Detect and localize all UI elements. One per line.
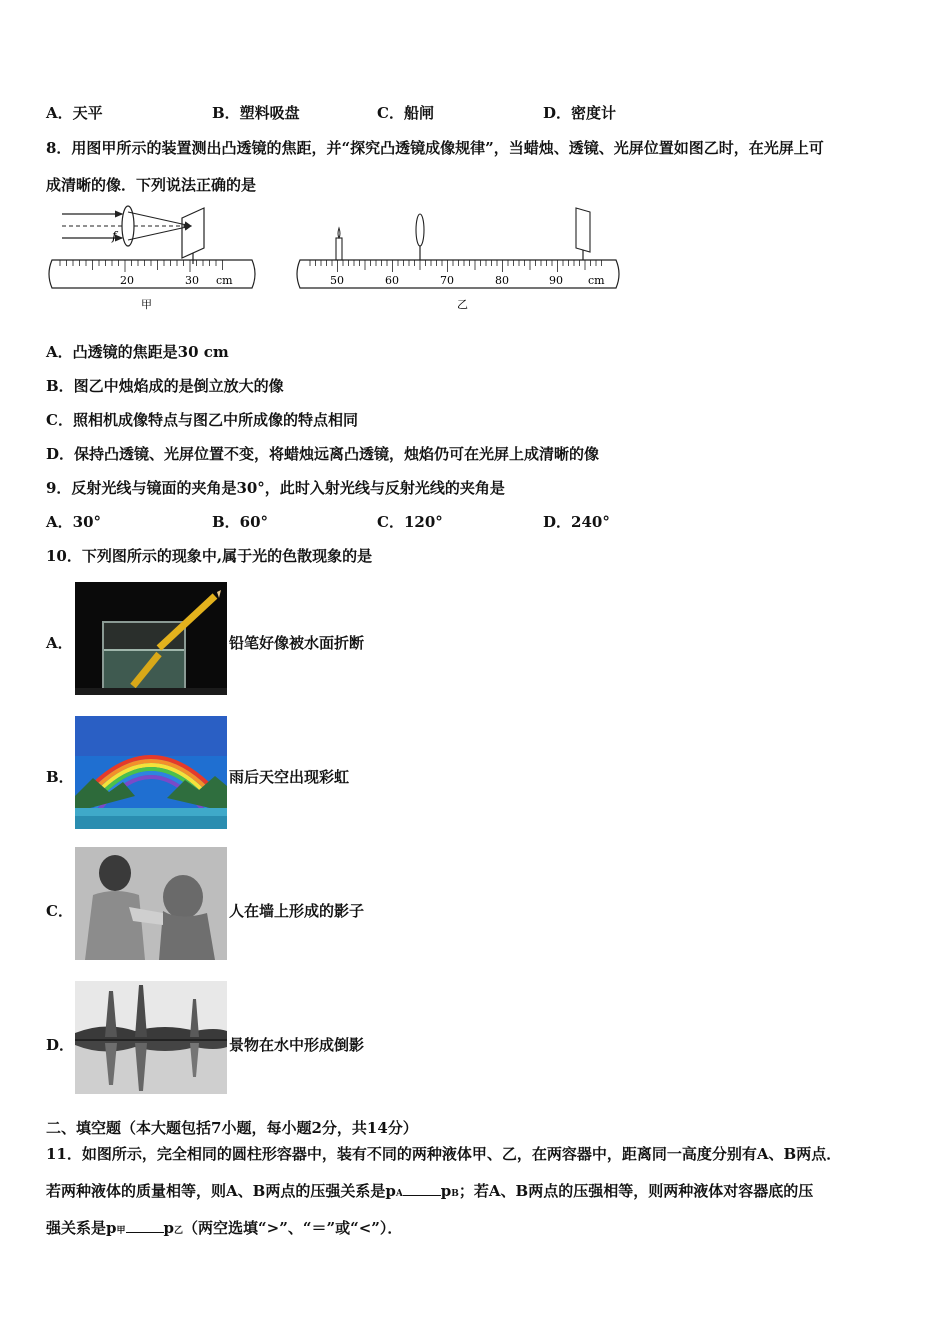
candle-shape	[336, 228, 342, 260]
shadow-on-wall-image	[75, 847, 227, 960]
q10-option-a-text: 铅笔好像被水面折断	[229, 634, 365, 652]
screen-shape	[182, 208, 204, 258]
q7-option-b: B．塑料吸盘	[212, 104, 300, 122]
q11-blank-2[interactable]	[126, 1218, 164, 1233]
q11-line2-part1: 若两种液体的质量相等，则A、B两点的压强关系是p	[46, 1182, 396, 1200]
rainbow-image	[75, 716, 227, 829]
q10-option-b-label: B．	[46, 768, 74, 786]
q7-option-c: C．船闸	[377, 104, 434, 122]
q11-line2: 若两种液体的质量相等，则A、B两点的压强关系是pA pB；若A、B两点的压强相等，则两种液体对容器底的压	[46, 1182, 814, 1200]
q7-option-d: D．密度计	[543, 104, 617, 122]
q9-option-d: D．240°	[543, 513, 610, 531]
q8-stem-line2: 成清晰的像．下列说法正确的是	[46, 176, 257, 194]
q11-line3-part2: （两空选填“>”、“＝”或“<”）．	[183, 1219, 403, 1237]
ruler-yi-tick-50: 50	[330, 274, 344, 287]
q8-option-b: B．图乙中烛焰成的是倒立放大的像	[46, 377, 284, 395]
q8-option-a: A．凸透镜的焦距是30 cm	[46, 343, 229, 361]
ruler-yi	[297, 260, 619, 288]
ruler-yi-tick-60: 60	[385, 274, 399, 287]
lens-holder-shape	[416, 214, 424, 260]
q7-option-a: A．天平	[46, 104, 103, 122]
q10-option-d-text: 景物在水中形成倒影	[229, 1036, 365, 1054]
q9-option-b: B．60°	[212, 513, 269, 531]
q9-option-a: A．30°	[46, 513, 102, 531]
ruler-jia-unit: cm	[216, 274, 233, 287]
section2-title: 二、填空题（本大题包括7小题，每小题2分，共14分）	[46, 1119, 418, 1137]
ruler-yi-tick-80: 80	[495, 274, 509, 287]
q11-sub-yi: 乙	[174, 1226, 184, 1236]
ruler-yi-tick-90: 90	[549, 274, 563, 287]
q9-stem: 9．反射光线与镜面的夹角是30°，此时入射光线与反射光线的夹角是	[46, 479, 505, 497]
q11-line2-part2: ；若A、B两点的压强相等，则两种液体对容器底的压	[458, 1182, 814, 1200]
q10-option-a-label: A．	[46, 634, 73, 652]
figure-jia-caption: 甲	[141, 298, 152, 311]
q11-line1: 11．如图所示，完全相同的圆柱形容器中，装有不同的两种液体甲、乙，在两容器中，距离同一高度分别有A、B两点．	[46, 1145, 842, 1163]
ruler-jia-ticks	[60, 260, 223, 272]
q9-option-c: C．120°	[377, 513, 443, 531]
ruler-yi-ticks	[310, 260, 602, 272]
pencil-in-water-image	[75, 582, 227, 695]
q11-sub-jia: 甲	[116, 1226, 126, 1236]
q10-option-b-text: 雨后天空出现彩虹	[229, 768, 350, 786]
ruler-yi-unit: cm	[588, 274, 605, 287]
ruler-jia-tick-30: 30	[185, 274, 199, 287]
figure-jia	[44, 200, 262, 312]
q10-stem: 10．下列图所示的现象中,属于光的色散现象的是	[46, 547, 373, 565]
reflection-in-water-image	[75, 981, 227, 1094]
ruler-jia-tick-20: 20	[120, 274, 134, 287]
q10-option-c-text: 人在墙上形成的影子	[229, 902, 365, 920]
q11-line3-part1: 强关系是p	[46, 1219, 117, 1237]
screen-holder-shape	[576, 208, 590, 260]
q11-sub-b: B	[451, 1189, 459, 1199]
q10-option-c-label: C．	[46, 902, 73, 920]
ruler-yi-tick-70: 70	[440, 274, 454, 287]
q8-option-d: D．保持凸透镜、光屏位置不变，将蜡烛远离凸透镜，烛焰仍可在光屏上成清晰的像	[46, 445, 600, 463]
q8-stem-line1: 8．用图甲所示的装置测出凸透镜的焦距，并“探究凸透镜成像规律”，当蜡烛、透镜、光屏位置如图乙时，在光屏上可	[46, 139, 824, 157]
figure-yi-caption: 乙	[457, 298, 468, 311]
q11-sub-a: A	[395, 1189, 403, 1199]
q11-line3: 强关系是p甲 p乙（两空选填“>”、“＝”或“<”）．	[46, 1219, 403, 1237]
q10-option-d-label: D．	[46, 1036, 75, 1054]
focal-length-label: f	[112, 229, 117, 243]
q8-option-c: C．照相机成像特点与图乙中所成像的特点相同	[46, 411, 358, 429]
q11-blank-1[interactable]	[403, 1181, 441, 1196]
figure-yi	[290, 200, 626, 312]
